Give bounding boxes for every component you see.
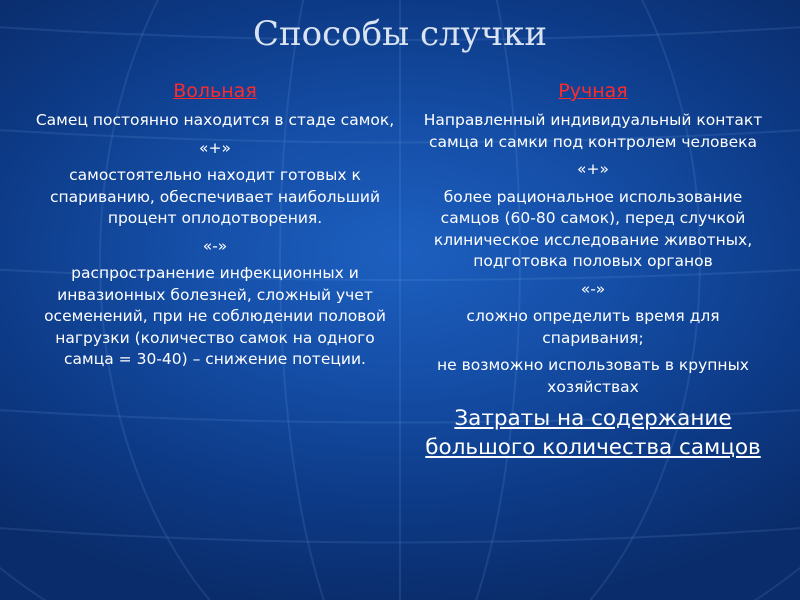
manual-mating-description: Направленный индивидуальный контакт самца и самки под контролем человека [423,111,763,151]
column-free-mating [30,78,400,377]
manual-mating-cons-2: не возможно использовать в крупных хозяйствах [437,356,749,396]
free-mating-minus-label: «-» [202,236,228,255]
manual-mating-heading[interactable]: Ручная [558,80,628,102]
manual-mating-plus-label: «+» [577,160,609,178]
free-mating-cons: распространение инфекционных и инвазионных болезней, сложный учет осеменений, при не соблюдении половой нагрузки (количество самок на одного самца = 30-40) – снижение потеции. [44,264,386,368]
free-mating-heading[interactable]: Вольная [173,80,257,102]
free-mating-plus-label: «+» [199,138,231,157]
manual-mating-cons-1: сложно определить время для спаривания; [466,307,720,347]
manual-mating-pros: более рациональное использование самцов (60-80 самок), перед случкой клиническое исследование животных, подготовка половых органов [433,187,753,270]
free-mating-pros: самостоятельно находит готовых к спариванию, обеспечивает наибольший процент оплодотворения. [49,166,381,227]
column-manual-mating [418,78,768,468]
free-mating-description: Самец постоянно находится в стаде самок, [35,111,395,129]
manual-mating-minus-label: «-» [580,279,606,298]
slide-title: Способы случки [252,14,548,54]
manual-mating-highlight[interactable]: Затраты на содержание большого количества самцов [425,406,761,460]
